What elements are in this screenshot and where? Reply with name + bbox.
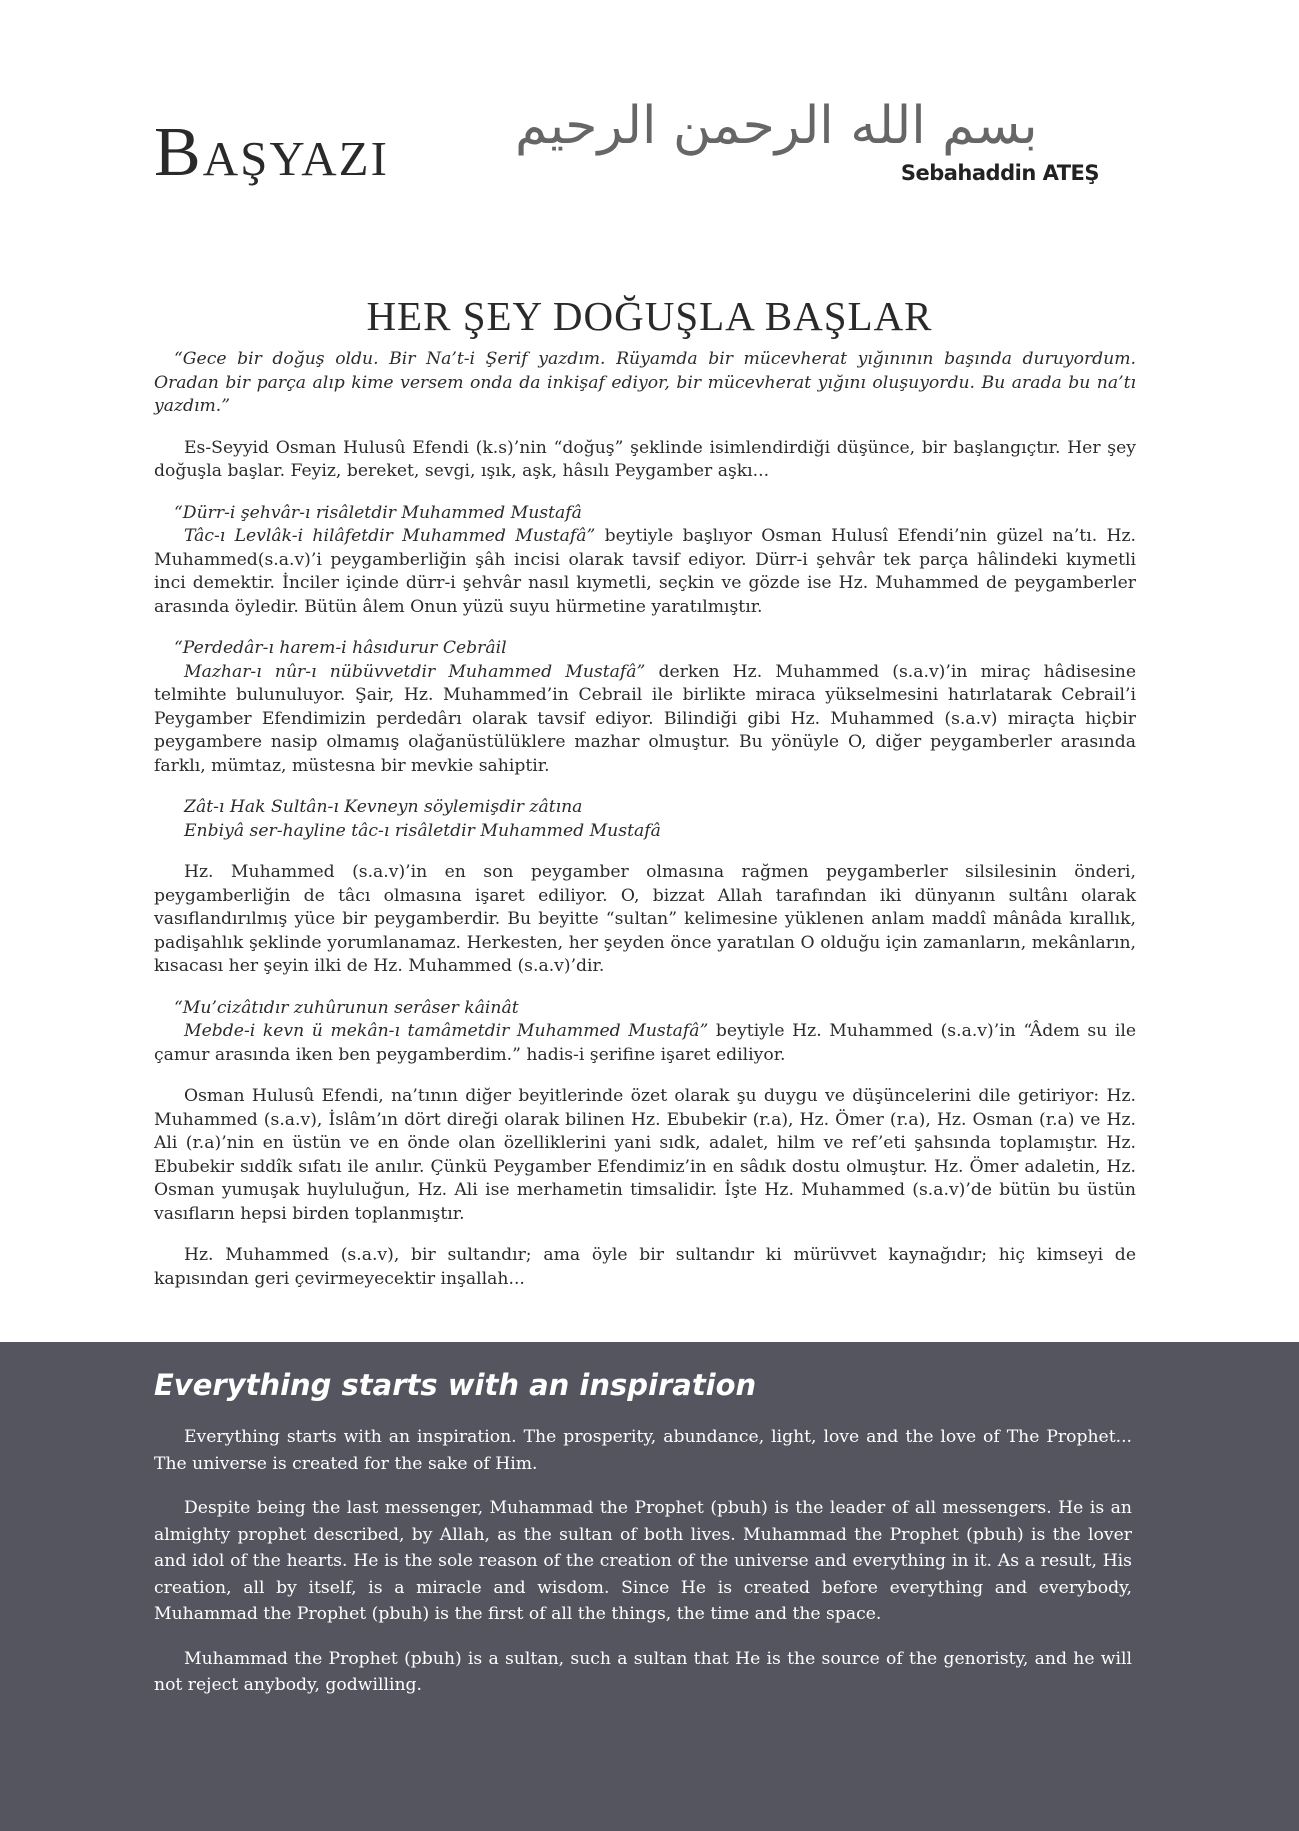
paragraph: Despite being the last messenger, Muhammad the Prophet (pbuh) is the leader of all messengers. He is an almighty prophet described, by Allah, as the sultan of both lives. Muhammad the Prophet (pbuh) is the lover and idol of the hearts. He is the sole reason of the creation of the universe and everything in it. As a result, His creation, all by itself, is a miracle and wisdom. Since He is created before everything and everybody, Muhammad the Prophet (pbuh) is the first of all the things, the time and the space.: [154, 1498, 1132, 1624]
basmala-calligraphy: بسم الله الرحمن الرحيم: [515, 96, 1038, 156]
commentary-text: derken Hz. Muhammed (s.a.v)’in miraç hâdisesine telmihte bulunuluyor. Şair, Hz. Muhammed’in Cebrail ile birlikte miraca yükselmesini hatırlatarak Cebrail’i Peygamber Efendimizin perdedârı olarak tavsif ediyor. Bilindiği gibi Hz. Muhammed (s.a.v) miraçta hiçbir peygambere nasip olmamış olağanüstülüklere mazhar olmuştur. Bu yönüyle O, diğer peygamberler arasında farklı, mümtaz, müstesna bir mevkie sahiptir.: [154, 661, 1137, 776]
paragraph: Osman Hulusû Efendi, na’tının diğer beyitlerinde özet olarak şu duygu ve düşüncelerini dile getiriyor: Hz. Muhammed (s.a.v), İslâm’ın dört direği olarak bilinen Hz. Ebubekir (r.a), Hz. Ömer (r.a), Hz. Osman (r.a) ve Hz. Ali (r.a)’nin en üstün ve en önde olan özelliklerini yani sıdk, adalet, hilm ve ref’eti şahsında toplamıştır. Hz. Ebubekir sıddîk sıfatı ile anılır. Çünkü Peygamber Efendimiz’in en sâdık dostu olmuştur. Hz. Ömer adaletin, Hz. Osman yumuşak huyluluğun, Hz. Ali ise merhametin timsalidir. İşte Hz. Muhammed (s.a.v)’de bütün bu üstün vasıfların hepsi birden toplanmıştır.: [154, 1086, 1136, 1224]
paragraph: Hz. Muhammed (s.a.v), bir sultandır; ama öyle bir sultandır ki mürüvvet kaynağıdır; hiç kimseyi de kapısından geri çevirmeyecektir inşallah...: [154, 1245, 1136, 1289]
verse-line: Tâc-ı Levlâk-i hilâfetdir Muhammed Mustafâ”: [184, 526, 596, 546]
page-header: [0, 0, 1299, 230]
verse-line: “Dürr-i şehvâr-ı risâletdir Muhammed Mustafâ: [174, 502, 582, 523]
english-title: Everything starts with an inspiration: [154, 1368, 757, 1402]
verse-commentary: [154, 502, 1136, 620]
verse-line: Mebde-i kevn ü mekân-ı tamâmetdir Muhammed Mustafâ”: [184, 1021, 709, 1041]
article-body: [154, 348, 1136, 1309]
paragraph: Everything starts with an inspiration. The prosperity, abundance, light, love and the love of The Prophet... The universe is created for the sake of Him.: [154, 1427, 1132, 1474]
verse-paragraph: [154, 1020, 1136, 1067]
paragraph: Hz. Muhammed (s.a.v)’in en son peygamber olmasına rağmen peygamberler silsilesinin önderi, peygamberliğin de tâcı olmasına işaret ediliyor. O, bizzat Allah tarafından iki dünyanın sultânı olarak vasıflandırılmış yüce bir peygamberdir. Bu beyitte “sultan” kelimesine yüklenen anlam maddî mânâda kırallık, padişahlık şeklinde yorumlanamaz. Herkesten, her şeyden önce yaratılan O olduğu için zamanların, mekânların, kısacası her şeyin ilki de Hz. Muhammed (s.a.v)’dir.: [154, 862, 1136, 976]
verse-line: “Perdedâr-ı harem-i hâsıdurur Cebrâil: [174, 638, 507, 658]
verse-paragraph: [154, 525, 1136, 619]
paragraph: Muhammad the Prophet (pbuh) is a sultan, such a sultan that He is the source of the genoristy, and he will not reject anybody, godwilling.: [154, 1648, 1132, 1695]
verse-line: Enbiyâ ser-hayline tâc-ı risâletdir Muhammed Mustafâ: [184, 820, 661, 841]
verse-line: Zât-ı Hak Sultân-ı Kevneyn söylemişdir zâtına: [184, 797, 583, 817]
verse-paragraph: [154, 661, 1136, 779]
author-name: Sebahaddin ATEŞ: [900, 161, 1099, 185]
commentary-text: beytiyle Hz. Muhammed (s.a.v)’in “Âdem su ile çamur arasında iken ben peygamberdim.” hadis-i şerifine işaret ediliyor.: [154, 1021, 1137, 1065]
verse-block: [184, 796, 1136, 843]
commentary-text: beytiyle başlıyor Osman Hulusî Efendi’nin güzel na’tı. Hz. Muhammed(s.a.v)’i peygamberliğin şâh incisi olarak tavsif ediyor. Dürr-i şehvâr tek parça hâlindeki kıymetli inci demektir. İnciler içinde dürr-i şehvâr nasıl kıymetli, seçkin ve gözde ise Hz. Muhammed de peygamberler arasında öyledir. Bütün âlem Onun yüzü suyu hürmetine yaratılmıştır.: [154, 526, 1136, 617]
verse-commentary: [154, 637, 1136, 778]
english-summary-panel: [0, 1342, 1299, 1831]
section-title: Başyazı: [154, 114, 389, 191]
paragraph: Es-Seyyid Osman Hulusû Efendi (k.s)’nin “doğuş” şeklinde isimlendirdiği düşünce, bir başlangıçtır. Her şey doğuşla başlar. Feyiz, bereket, sevgi, ışık, aşk, hâsılı Peygamber aşkı...: [154, 437, 1136, 481]
verse-line: “Mu’cizâtıdır zuhûrunun serâser kâinât: [174, 997, 519, 1018]
english-body: [154, 1424, 1132, 1717]
verse-commentary: [154, 997, 1136, 1068]
verse-line: Mazhar-ı nûr-ı nübüvvetdir Muhammed Mustafâ”: [184, 661, 646, 682]
article-title: HER ŞEY DOĞUŞLA BAŞLAR: [366, 293, 933, 339]
intro-quote: “Gece bir doğuş oldu. Bir Na’t-i Şerif yazdım. Rüyamda bir mücevherat yığınının başında duruyordum. Oradan bir parça alıp kime versem onda da inkişaf ediyor, bir mücevherat yığını oluşuyordu. Bu arada bu na’tı yazdım.”: [154, 349, 1136, 416]
